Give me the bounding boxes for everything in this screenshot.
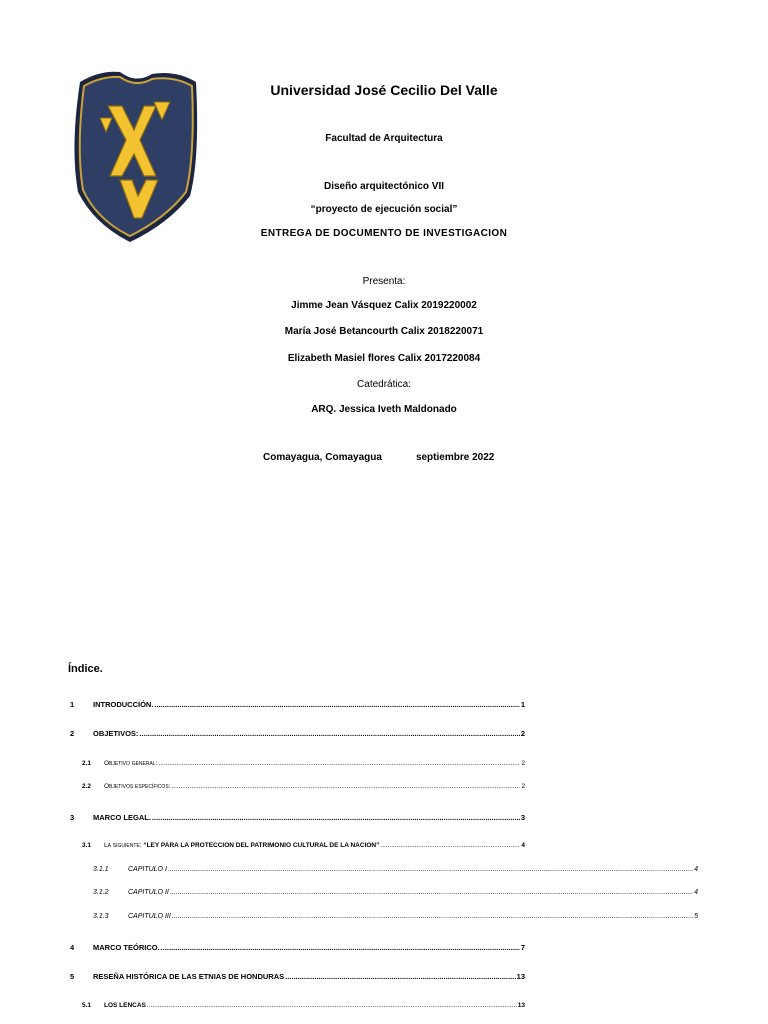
toc-number: 4	[70, 943, 75, 952]
project-name: “proyecto de ejecución social”	[310, 204, 458, 215]
toc-page: 2	[521, 760, 525, 767]
toc-page: 4	[694, 866, 698, 873]
toc-leader	[161, 943, 520, 952]
toc-entry[interactable]	[70, 972, 525, 981]
toc-leader	[285, 972, 516, 981]
toc-number: 5	[70, 972, 75, 981]
toc-title: Objetivo general:	[104, 760, 158, 767]
course-name: Diseño arquitectónico VII	[323, 181, 445, 192]
university-shield-logo	[72, 68, 200, 244]
toc-page: 7	[520, 943, 525, 952]
toc-number: 3.1.2	[93, 889, 109, 896]
toc-page: 1	[520, 700, 525, 709]
toc-entry[interactable]	[82, 760, 525, 767]
toc-title-prefix: La siguiente:	[104, 842, 142, 849]
toc-page: 2	[520, 729, 525, 738]
toc-entry[interactable]	[70, 700, 525, 709]
toc-page: 4	[694, 889, 698, 896]
toc-page: 13	[516, 972, 525, 981]
toc-number: 5.1	[82, 1002, 92, 1009]
university-name: Universidad José Cecilio Del Valle	[270, 82, 498, 98]
toc-number: 2.2	[82, 783, 92, 790]
toc-title	[104, 842, 379, 849]
toc-entry[interactable]	[70, 943, 525, 952]
author-1: Jimme Jean Vásquez Calix 2019220002	[291, 300, 477, 311]
toc-leader	[168, 866, 693, 873]
toc-leader	[172, 913, 693, 920]
toc-title: Objetivos específicos:	[104, 783, 171, 790]
toc-number: 3	[70, 813, 75, 822]
toc-leader	[158, 760, 520, 767]
toc-page: 2	[521, 783, 525, 790]
toc-entry[interactable]	[93, 889, 698, 896]
faculty-name: Facultad de Arquitectura	[325, 133, 443, 144]
toc-number: 3.1	[82, 842, 92, 849]
toc-entry[interactable]	[82, 1002, 525, 1009]
toc-leader	[170, 889, 693, 896]
delivery-title: ENTREGA DE DOCUMENTO DE INVESTIGACION	[260, 228, 508, 239]
presented-label: Presenta:	[362, 276, 406, 287]
author-2: María José Betancourth Calix 2018220071	[284, 326, 484, 337]
toc-number: 2.1	[82, 760, 92, 767]
place: Comayagua, Comayagua	[263, 452, 382, 463]
toc-title-main: “LEY PARA LA PROTECCION DEL PATRIMONIO CULTURAL DE LA NACION”	[143, 842, 380, 849]
index-heading: Índice.	[68, 663, 103, 675]
toc-page: 3	[520, 813, 525, 822]
toc-title: LOS LENCAS	[104, 1002, 146, 1009]
toc-page: 13	[517, 1002, 525, 1009]
toc-entry[interactable]	[82, 842, 525, 849]
toc-number: 3.1.1	[93, 866, 109, 873]
place-date-line	[263, 452, 494, 463]
toc-entry[interactable]	[70, 813, 525, 822]
toc-number: 1	[70, 700, 75, 709]
toc-leader	[152, 813, 520, 822]
author-3: Elizabeth Masiel flores Calix 2017220084	[287, 353, 481, 364]
toc-leader	[380, 842, 520, 849]
toc-title: CAPITULO I	[128, 866, 167, 873]
toc-title: RESEÑA HISTÓRICA DE LAS ETNIAS DE HONDURAS	[93, 972, 285, 981]
date: septiembre 2022	[415, 452, 495, 463]
toc-entry[interactable]	[93, 866, 698, 873]
toc-title: INTRODUCCIÓN.	[93, 700, 154, 709]
toc-title: OBJETIVOS:	[93, 729, 139, 738]
toc-page: 4	[521, 842, 525, 849]
toc-leader	[171, 783, 520, 790]
teacher-label: Catedrática:	[357, 379, 411, 390]
toc-entry[interactable]	[82, 783, 525, 790]
toc-leader	[154, 700, 519, 709]
toc-page: 5	[694, 913, 698, 920]
toc-number: 3.1.3	[93, 913, 109, 920]
toc-entry[interactable]	[70, 729, 525, 738]
toc-title: MARCO TEÓRICO.	[93, 943, 160, 952]
teacher-name: ARQ. Jessica Iveth Maldonado	[311, 404, 457, 415]
toc-leader	[139, 729, 519, 738]
toc-title: MARCO LEGAL.	[93, 813, 151, 822]
toc-entry[interactable]	[93, 913, 698, 920]
toc-title: CAPITULO II	[128, 889, 169, 896]
toc-title: CAPITULO III	[128, 913, 171, 920]
toc-leader	[147, 1002, 517, 1009]
toc-number: 2	[70, 729, 75, 738]
